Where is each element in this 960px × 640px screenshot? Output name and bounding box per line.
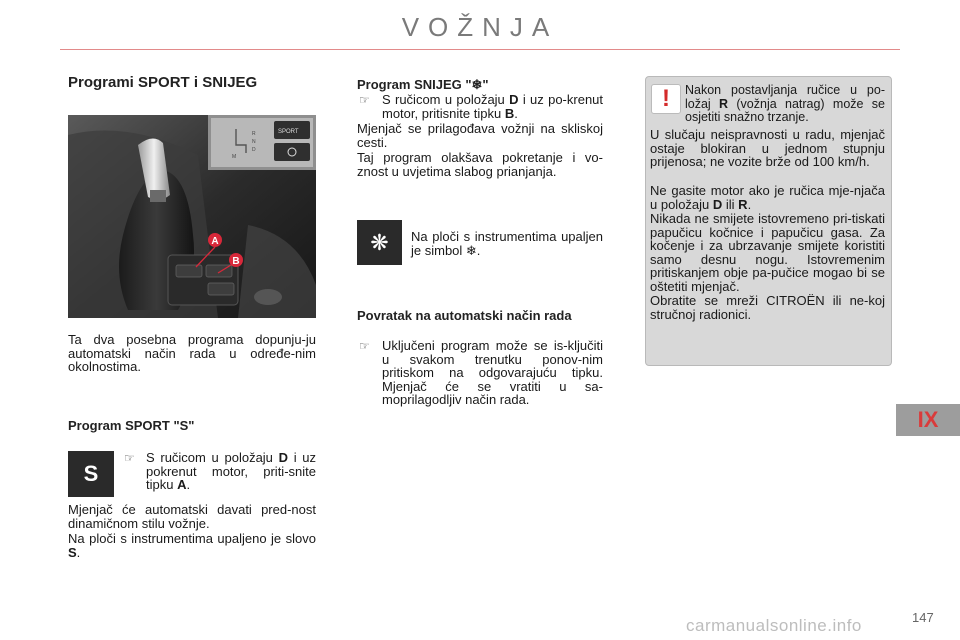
page-number: 147 <box>912 610 934 625</box>
snowflake-icon: ❋ <box>370 230 389 255</box>
snow-step: S ručicom u položaju D i uz po-krenut motor, pritisnite tipku B. <box>382 92 604 121</box>
sport-icon-letter: S <box>83 461 99 486</box>
return-step: Uključeni program može se is-ključiti u svakom trenutku ponov-nim pritiskom na odgovarajuću tipku. Mjenjač će se vratiti u sa-moprilagodljiv način rada. <box>382 338 603 407</box>
warning-note: Nakon postavljanja ručice u po-ložaj R (vožnja natrag) može se osjetiti snažno trzanje. <box>685 83 885 124</box>
warning-paragraph-3: Nikada ne smijete istovremeno pri-tiskati papučicu kočnice i papučicu gasa. Za kočenje i za ubrzavanje smijete koristiti samo desnu nogu. Istovremenim pritiskanjem obje pa-pučice mogao bi se oštetiti mjenjač. <box>650 211 885 294</box>
sport-bullet-icon: ☞ <box>124 451 135 465</box>
panel-label-r: R <box>252 131 256 137</box>
page-title: VOŽNJA <box>401 12 559 42</box>
snow-heading: Program SNIJEG "❄" <box>357 77 489 92</box>
watermark: carmanualsonline.info <box>686 616 862 635</box>
section-heading: Programi SPORT i SNIJEG <box>68 74 258 91</box>
snow-paragraph-1: Mjenjač se prilagođava vožnji na skliskoj cesti. <box>357 121 603 150</box>
snow-indicator-text: Na ploči s instrumentima upaljen je simbol ❄. <box>411 229 603 258</box>
sport-indicator-icon <box>68 451 114 497</box>
snow-bullet-icon: ☞ <box>359 93 370 107</box>
warning-icon: ! <box>651 84 681 114</box>
panel-label-n: N <box>252 139 256 145</box>
chapter-tab[interactable]: IX <box>896 404 960 436</box>
return-heading: Povratak na automatski način rada <box>357 308 572 323</box>
panel-label-d: D <box>252 147 256 153</box>
panel-label-sport: SPORT <box>278 129 299 135</box>
panel-label-m: M <box>232 154 237 160</box>
warning-paragraph-2: Ne gasite motor ako je ručica mje-njača u položaju D ili R. <box>650 183 885 212</box>
return-bullet-icon: ☞ <box>359 339 370 353</box>
title-rule <box>60 49 900 50</box>
sport-paragraph-1: Mjenjač će automatski davati pred-nost dinamičnom stilu vožnje. <box>68 502 316 531</box>
warning-paragraph-4: Obratite se mreži CITROËN ili ne-koj stručnoj radionici. <box>650 293 885 322</box>
snow-indicator-icon <box>357 220 402 265</box>
svg-text:A: A <box>211 236 219 247</box>
gear-selector-photo <box>68 115 316 318</box>
warning-paragraph-1: U slučaju neispravnosti u radu, mjenjač ostaje blokiran u jednom stupnju prijenosa; ne vozite brže od 100 km/h. <box>650 127 885 169</box>
svg-text:B: B <box>232 256 240 267</box>
sport-heading: Program SPORT "S" <box>68 418 195 433</box>
snow-paragraph-2: Taj program olakšava pokretanje i vo-znost u uvjetima slabog prianjanja. <box>357 150 603 179</box>
intro-paragraph: Ta dva posebna programa dopunju-ju automatski način rada u određe-nim okolnostima. <box>68 332 316 374</box>
sport-step: S ručicom u položaju D i uz pokrenut motor, priti-snite tipku A. <box>146 450 317 492</box>
sport-paragraph-2: Na ploči s instrumentima upaljeno je slovo S. <box>68 531 316 560</box>
